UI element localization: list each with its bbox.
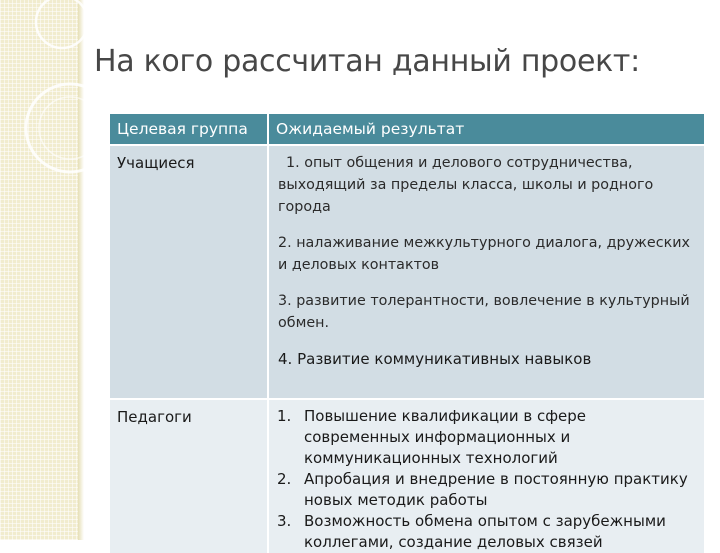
list-item	[277, 406, 696, 469]
result-item	[278, 348, 696, 370]
cell-group-teachers: Педагоги	[110, 399, 268, 553]
list-number: 3.	[277, 512, 292, 530]
list-item	[277, 469, 696, 511]
header-expected-result: Ожидаемый результат	[268, 114, 704, 145]
slide-title: На кого рассчитан данный проект:	[94, 44, 640, 79]
header-target-group: Целевая группа	[110, 114, 268, 145]
table-row-teachers	[110, 399, 704, 553]
cell-results-teachers	[268, 399, 704, 553]
result-text: опыт общения и делового сотрудничества, выходящий за пределы класса, школы и родного города	[278, 155, 654, 215]
results-table	[110, 114, 704, 553]
cell-results-students	[268, 145, 704, 399]
list-text: Возможность обмена опытом с зарубежными коллегами, создание деловых связей	[304, 512, 666, 551]
result-number: 4.	[278, 350, 293, 368]
table-header-row	[110, 114, 704, 145]
table-container	[110, 114, 704, 551]
result-number: 3.	[278, 293, 292, 309]
result-text: развитие толерантности, вовлечение в культурный обмен.	[278, 293, 690, 331]
list-text: Апробация и внедрение в постоянную практику новых методик работы	[304, 470, 688, 509]
teacher-results-list	[277, 406, 696, 553]
list-number: 2.	[277, 470, 292, 488]
list-number: 1.	[277, 407, 292, 425]
result-number: 1.	[286, 155, 300, 171]
result-item	[278, 232, 696, 276]
table-row-students	[110, 145, 704, 399]
list-text: Повышение квалификации в сфере современных информационных и коммуникационных технологий	[304, 407, 587, 467]
result-item	[278, 290, 696, 334]
result-item	[278, 152, 696, 218]
list-item	[277, 511, 696, 553]
circle-ornament-icon	[0, 0, 100, 200]
result-text: Развитие коммуникативных навыков	[297, 350, 592, 368]
result-number: 2.	[278, 235, 292, 251]
cell-group-students: Учащиеся	[110, 145, 268, 399]
result-text: налаживание межкультурного диалога, дружеских и деловых контактов	[278, 235, 690, 273]
